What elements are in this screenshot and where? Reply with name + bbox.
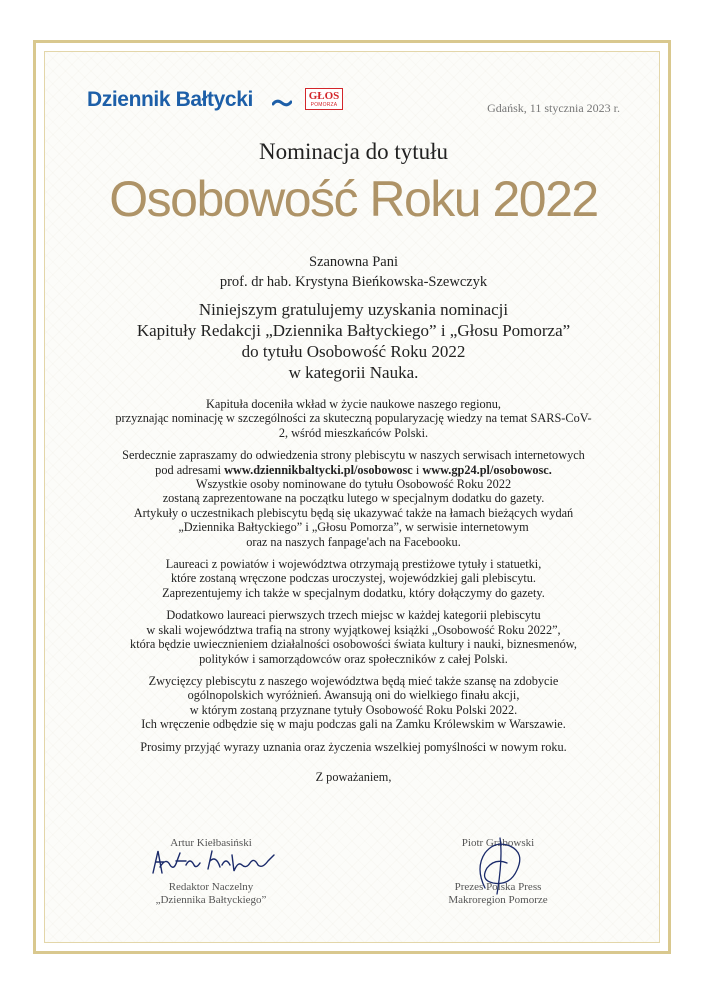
signatory-name: Artur Kiełbasiński: [170, 837, 252, 849]
paragraph-line: pod adresami: [155, 462, 225, 477]
paragraph-line: Zwycięzcy plebiscytu z naszego województwa będą mieć także szansę na zdobycie: [148, 673, 559, 688]
paragraph-line: przyznając nominację w szczególności za skuteczną popularyzację wiedzy na temat SARS-CoV-: [115, 411, 592, 426]
paragraph-line: Ich wręczenie odbędzie się w maju podczas gali na Zamku Królewskim w Warszawie.: [141, 717, 566, 732]
signatory-role: Redaktor Naczelny: [168, 880, 254, 893]
nomination-heading: Nominacja do tytułu: [258, 139, 449, 164]
salutation: Szanowna Pani: [309, 254, 398, 270]
nomination-line: w kategorii Nauka.: [288, 363, 419, 382]
nomination-statement: [0, 299, 707, 383]
paragraph-line: oraz na naszych fanpage'ach na Facebooku.: [246, 534, 461, 549]
paragraph-line: Dodatkowo laureaci pierwszych trzech miejsc w każdej kategorii plebiscytu: [166, 608, 541, 623]
paragraph-line: w którym zostaną przyznane tytuły Osobowość Roku Polski 2022.: [189, 702, 518, 717]
recipient-address: [0, 252, 707, 292]
nomination-line: do tytułu Osobowość Roku 2022: [241, 342, 466, 361]
paragraph-2: [90, 448, 617, 549]
award-title: Osobowość Roku 2022: [109, 171, 598, 227]
paragraph-line: ogólnopolskich wyróżnień. Awansują oni do wielkiego finału akcji,: [187, 688, 520, 703]
handwritten-signature-right: [455, 828, 545, 898]
paragraph-line: zostaną zaprezentowane na początku lutego w specjalnym dodatku do gazety.: [162, 491, 545, 506]
paragraph-line: która będzie uwiecznieniem działalności osobowości świata kultury i nauki, biznesmenów,: [130, 637, 577, 652]
dziennik-url-link[interactable]: www.dziennikbaltycki.pl/osobowosc: [224, 462, 413, 477]
paragraph-line: Zaprezentujemy ich także w specjalnym dodatku, który dołączymy do gazety.: [162, 585, 545, 600]
paragraph-line: Artykuły o uczestnikach plebiscytu będą się ukazywać także na łamach bieżących wydań: [133, 505, 574, 520]
gp24-url-link[interactable]: www.gp24.pl/osobowosc.: [422, 462, 552, 477]
document-date: Gdańsk, 11 stycznia 2023 r.: [487, 101, 620, 115]
paragraph-line: które zostaną wręczone podczas uroczystej, wojewódzkiej gali plebiscytu.: [170, 571, 536, 586]
paragraph-3: [90, 557, 617, 600]
paragraph-line: 2, wśród mieszkańców Polski.: [278, 425, 429, 440]
paragraph-5: [90, 674, 617, 732]
closing-phrase: Z poważaniem,: [315, 770, 392, 784]
letter-body: [90, 397, 617, 762]
paragraph-line: i: [412, 462, 423, 477]
paragraph-line: Kapituła doceniła wkład w życie naukowe naszego regionu,: [205, 397, 502, 411]
glos-pomorza-logo-main: GŁOS: [308, 90, 340, 102]
nomination-line: Niniejszym gratulujemy uzyskania nominacji: [198, 300, 509, 319]
paragraph-line: Laureaci z powiatów i województwa otrzymają prestiżowe tytuły i statuetki,: [165, 557, 542, 572]
paragraph-line: w skali województwa trafią na strony wyjątkowej książki „Osobowość Roku 2022”,: [146, 622, 561, 637]
signatory-role: Prezes Polska Press: [454, 880, 542, 893]
logo-wave-icon: [272, 98, 292, 108]
recipient-name: prof. dr hab. Krystyna Bieńkowska-Szewczyk: [219, 274, 488, 290]
dziennik-baltycki-logo: Dziennik Bałtycki: [87, 88, 253, 111]
signatory-org: Makroregion Pomorze: [448, 894, 548, 906]
handwritten-signature-left: [150, 847, 280, 877]
signatory-org: „Dziennika Bałtyckiego”: [155, 894, 267, 906]
paragraph-6: [90, 740, 617, 754]
glos-pomorza-logo: [305, 88, 343, 110]
signatory-name: Piotr Grabowski: [461, 837, 535, 849]
paragraph-line: Wszystkie osoby nominowane do tytułu Osobowość Roku 2022: [195, 477, 512, 492]
paragraph-4: [90, 608, 617, 666]
paragraph-line: Prosimy przyjąć wyrazy uznania oraz życzenia wszelkiej pomyślności w nowym roku.: [140, 739, 567, 754]
glos-pomorza-logo-sub: POMORZA: [310, 102, 338, 108]
paragraph-line: Serdecznie zapraszamy do odwiedzenia strony plebiscytu w naszych serwisach internetowych: [122, 448, 585, 463]
paragraph-line: „Dziennika Bałtyckiego” i „Głosu Pomorza”, w serwisie internetowym: [178, 520, 529, 535]
nomination-line: Kapituły Redakcji „Dziennika Bałtyckiego” i „Głosu Pomorza”: [136, 321, 571, 340]
paragraph-1: [90, 397, 617, 440]
paragraph-line: polityków i samorządowców oraz społeczników z całej Polski.: [199, 651, 508, 666]
